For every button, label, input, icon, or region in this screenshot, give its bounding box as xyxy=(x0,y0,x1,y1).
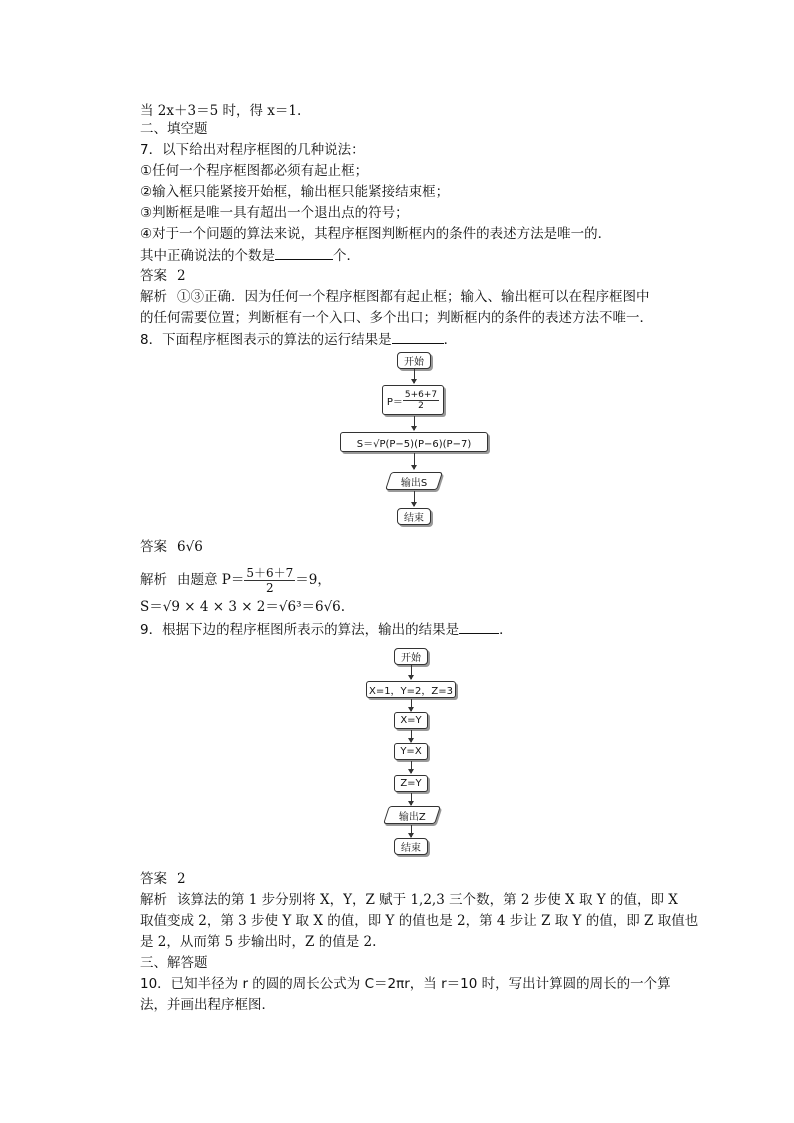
flow-process-box: Y=X xyxy=(394,743,428,760)
flow-arrow xyxy=(414,416,415,430)
explanation-text: 的任何需要位置；判断框有一个入口、多个出口；判断框内的条件的表述方法不唯一． xyxy=(140,310,653,326)
question-7-item: ④对于一个问题的算法来说，其程序框图判断框内的条件的表述方法是唯一的． xyxy=(140,226,612,242)
flow-arrow xyxy=(411,699,412,711)
explanation-text: 该算法的第 1 步分别将 X，Y，Z 赋于 1,2,3 三个数，第 2 步使 X 取 Y 的值，即 X xyxy=(177,892,678,908)
explanation-text: 取值变成 2，第 3 步使 Y 取 X 的值，即 Y 的值也是 2，第 4 步让 Z 取 Y 的值，即 Z 取值也 xyxy=(140,913,699,929)
flow-process-box: X=1，Y=2，Z=3 xyxy=(366,681,456,698)
flow-arrow xyxy=(414,453,415,469)
fraction xyxy=(244,566,295,595)
output-label: 输出Z xyxy=(398,811,426,823)
flow-arrow xyxy=(414,491,415,506)
flow-start-box: 开始 xyxy=(394,648,428,665)
flowchart-9 xyxy=(364,646,464,858)
explanation-9 xyxy=(140,891,678,909)
fraction-numerator: 5＋6＋7 xyxy=(246,566,294,580)
flow-process-box: S＝√P(P−5)(P−6)(P−7) xyxy=(340,432,488,452)
answer-blank xyxy=(392,330,444,344)
section-heading: 二、填空题 xyxy=(140,121,208,137)
fraction-numerator: 5+6+7 xyxy=(404,389,438,400)
flowchart-8 xyxy=(340,350,472,530)
explanation-label: 解析 xyxy=(140,892,167,908)
flow-start-box: 开始 xyxy=(397,352,431,369)
text-line: 当 2x＋3＝5 时，得 x＝1. xyxy=(140,103,302,119)
question-10-cont: 法，并画出程序框图． xyxy=(140,997,275,1013)
flow-arrow xyxy=(411,730,412,742)
question-7: 7．以下给出对程序框图的几种说法： xyxy=(140,142,365,158)
flow-output-box xyxy=(385,472,443,490)
question-7-prompt xyxy=(140,246,360,265)
question-8 xyxy=(140,330,457,349)
answer-blank xyxy=(275,246,333,260)
flow-process-box: Z=Y xyxy=(394,775,428,792)
flow-arrow xyxy=(411,793,412,805)
flow-process-box xyxy=(382,385,444,415)
answer-value: 2 xyxy=(177,268,186,284)
answer-value: 6√6 xyxy=(177,539,203,555)
flow-arrow xyxy=(414,369,415,383)
output-label: 输出S xyxy=(400,477,428,489)
answer-9 xyxy=(140,870,186,888)
question-9 xyxy=(140,620,513,639)
fraction-denominator: 2 xyxy=(266,581,274,595)
question-text: 8．下面程序框图表示的算法的运行结果是 xyxy=(140,332,392,348)
flow-arrow xyxy=(411,825,412,837)
answer-label: 答案 xyxy=(140,268,167,284)
answer-label: 答案 xyxy=(140,539,167,555)
answer-7 xyxy=(140,267,186,285)
explanation-label: 解析 xyxy=(140,289,167,305)
question-text: ． xyxy=(499,622,513,638)
explanation-7 xyxy=(140,288,650,306)
flow-arrow xyxy=(411,761,412,773)
question-7-item: ②输入框只能紧接开始框，输出框只能紧接结束框； xyxy=(140,184,450,200)
answer-value: 2 xyxy=(177,871,186,887)
explanation-text: 是 2，从而第 5 步输出时，Z 的值是 2. xyxy=(140,934,377,950)
prompt-text: 个． xyxy=(333,248,360,264)
flow-end-box: 结束 xyxy=(394,838,428,855)
flow-arrow xyxy=(411,665,412,679)
explanation-text: S＝√9 × 4 × 3 × 2＝√6³＝6√6. xyxy=(140,599,346,615)
explanation-label: 解析 xyxy=(140,572,167,588)
answer-label: 答案 xyxy=(140,871,167,887)
question-7-item: ③判断框是唯一具有超出一个退出点的符号； xyxy=(140,205,409,221)
question-7-item: ①任何一个程序框图都必须有起止框； xyxy=(140,163,369,179)
answer-8 xyxy=(140,538,203,556)
answer-blank xyxy=(459,620,499,634)
explanation-text: 由题意 P＝ xyxy=(177,572,245,588)
question-text: ． xyxy=(443,332,458,348)
flow-process-box: X=Y xyxy=(394,712,428,729)
formula-lhs: P＝ xyxy=(386,396,403,408)
explanation-text: ＝9， xyxy=(295,572,331,588)
fraction-denominator: 2 xyxy=(418,400,424,411)
fraction xyxy=(403,390,439,411)
prompt-text: 其中正确说法的个数是 xyxy=(140,248,275,264)
explanation-text: ①③正确．因为任何一个程序框图都有起止框；输入、输出框可以在程序框图中 xyxy=(177,289,650,305)
flow-output-box xyxy=(383,806,441,824)
question-text: 9．根据下边的程序框图所表示的算法，输出的结果是 xyxy=(140,622,460,638)
flow-end-box: 结束 xyxy=(397,508,431,525)
section-heading: 三、解答题 xyxy=(140,955,208,971)
question-10: 10．已知半径为 r 的圆的周长公式为 C＝2πr，当 r＝10 时，写出计算圆的周长的一个算 xyxy=(140,976,671,992)
explanation-8 xyxy=(140,566,331,595)
